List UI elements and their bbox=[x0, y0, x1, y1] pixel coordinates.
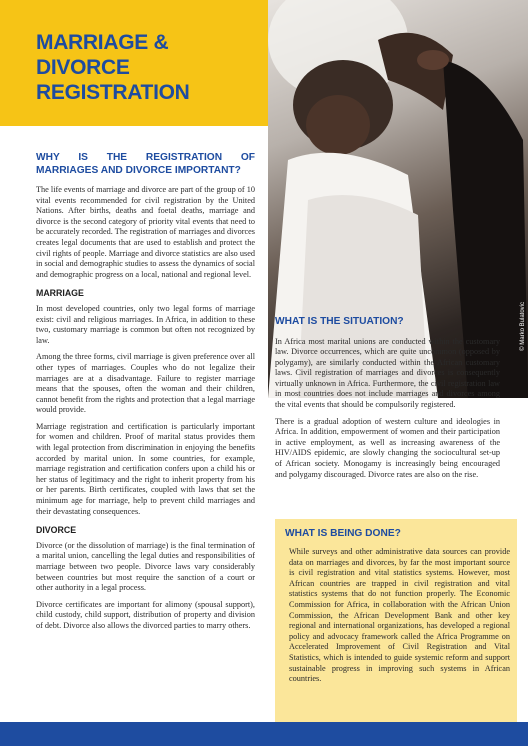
left-column bbox=[36, 152, 255, 638]
divorce-heading: DIVORCE bbox=[36, 525, 77, 536]
footer-band bbox=[0, 722, 528, 746]
marriage-paragraph-1: In most developed countries, only two legal forms of marriage exist: civil and religious marriages. In Africa, in addition to these two, customary marriage is common but often not recognized by law. bbox=[36, 303, 255, 345]
marriage-paragraph-3: Marriage registration and certification is particularly important for women and children. Proof of marital status provides them with legal protection from discrimination in enjoying the benefits accorded by marital union. In some countries, for example, marriage registration and certification confers upon a child his or her status of legitimacy and the right to inherit property from his or her parents. Birth certificates, coupled with laws that set the minimum age for marriage, help to prevent child marriages and their devastating consequences. bbox=[36, 421, 255, 516]
being-done-box bbox=[275, 519, 517, 723]
why-paragraph: The life events of marriage and divorce are part of the group of 10 vital events recommended for civil registration by the United Nations. After births, deaths and foetal deaths, marriage and divorce is the second category of priority vital events that need to be accurately recorded. The registration of marriages and divorces creates legal documents that are used to establish and protect the civil rights of people. Marriage and divorce statistics are also used in social and demographic studies to assess the dynamics of social and demographic progress on a local, national and regional level. bbox=[36, 185, 255, 279]
why-heading: WHY IS THE REGISTRATION OF MARRIAGES AND DIVORCE IMPORTANT? bbox=[36, 152, 255, 176]
situation-paragraph-1: In Africa most marital unions are conducted within the customary law. Divorce occurrences, which are quite uncommon (opposed by polygamy), are similarly conducted within the African customary laws. Civil registration of marriages and divorces is consequently virtually unknown in Africa. Furthermore, the civil registration law in most countries does not include marriages and divorces among the vital events that should be compulsorily registered. bbox=[275, 336, 500, 410]
marriage-section bbox=[36, 288, 255, 517]
being-done-heading: WHAT IS BEING DONE? bbox=[285, 528, 401, 539]
situation-heading: WHAT IS THE SITUATION? bbox=[275, 316, 404, 327]
situation-paragraph-2: There is a gradual adoption of western culture and ideologies in Africa. In addition, empowerment of women and their participation in active employment, as well as increasing awareness of the HIV/AIDS epidemic, are slowly changing the sociocultural set-up of African society. Monogamy is increasingly being encouraged and polygamy discouraged. Divorce rates are also on the rise. bbox=[275, 416, 500, 479]
divorce-paragraph-2: Divorce certificates are important for alimony (spousal support), child custody, child support, distribution of property and division of debt. Divorce also allows the divorced parties to marry others. bbox=[36, 599, 255, 630]
marriage-paragraph-2: Among the three forms, civil marriage is given preference over all other types of marriages. Couples who do not legalize their marriages are at a disadvantage. Failure to register marriage means that the spouses, often the woman and their children, cannot benefit from the rights and protection that a legal marriage would provide. bbox=[36, 352, 255, 415]
marriage-heading: MARRIAGE bbox=[36, 288, 84, 299]
divorce-paragraph-1: Divorce (or the dissolution of marriage) is the final termination of a marital union, cancelling the legal duties and responsibilities of marriage between two people. Divorce laws vary considerably between countries but most require the sanction of a court or other authority in a legal process. bbox=[36, 540, 255, 593]
page-title: MARRIAGE & DIVORCE REGISTRATION bbox=[36, 31, 190, 104]
situation-section bbox=[275, 316, 500, 486]
divorce-section bbox=[36, 525, 255, 631]
photo-credit: © Marko Bulatovic bbox=[520, 302, 526, 351]
being-done-paragraph: While surveys and other administrative data sources can provide data on marriages and divorces, by far the most important source is civil registration and vital statistics systems. However, most African countries are trapped in civil registration and vital statistics systems that do not function properly. The Economic Commission for Africa, in collaboration with the African Union Commission, the African Development Bank and other key regional and international organizations, has developed a regional policy and advocacy framework called the Africa Programme on Accelerated Improvement of Civil Registration and Vital Statistics, which is intended to guide systemic reform and support sustainable progress in improving such systems in African countries. bbox=[289, 547, 510, 684]
